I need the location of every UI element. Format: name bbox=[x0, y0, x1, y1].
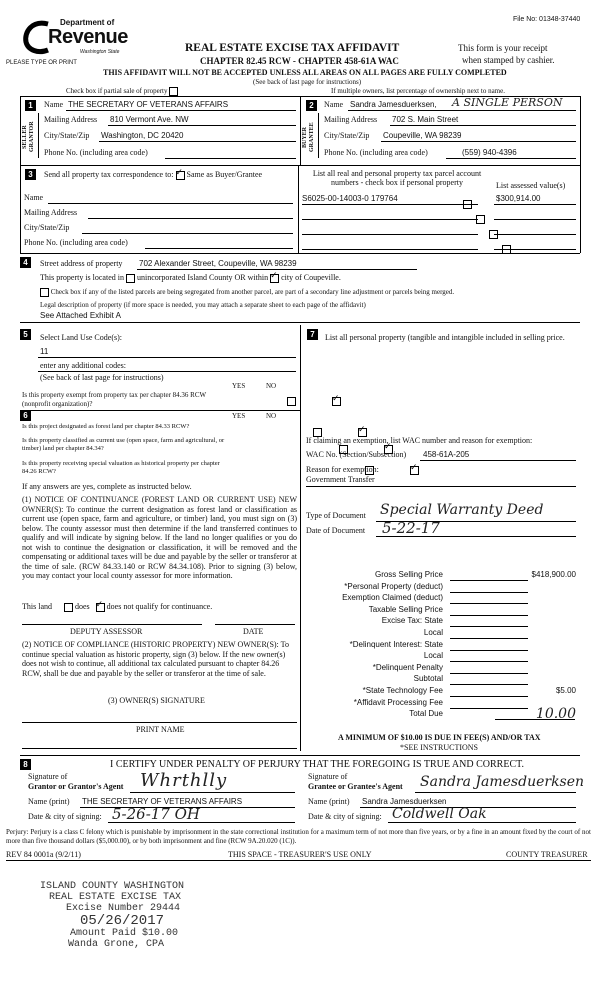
segregated-note: Check box if any of the listed parcels are being segregated from another parcel, are part of a secondary line adjustment or parcels being merged. bbox=[40, 288, 454, 297]
property-location: This property is located in unincorporated Island County OR within ✓ city of Coupeville. bbox=[40, 273, 341, 283]
buyer-name-handwritten: A SINGLE PERSON bbox=[452, 96, 563, 109]
file-number: File No: 01348-37440 bbox=[513, 16, 581, 23]
tax-row-label: Gross Selling Price bbox=[374, 570, 443, 579]
buyer-grantee-label: BUYER GRANTEE bbox=[302, 122, 315, 152]
historic-question: Is this property receiving special valuation as historical property per chapter 84.26 RCW? bbox=[22, 460, 220, 475]
parcel-personal-checkbox-4[interactable] bbox=[502, 245, 511, 254]
exempt-no-checkbox[interactable] bbox=[332, 397, 341, 406]
grantor-date-label: Date & city of signing: bbox=[28, 812, 102, 821]
buyer-phone-label: Phone No. (including area code) bbox=[324, 148, 428, 157]
seller-mail-label: Mailing Address bbox=[44, 115, 98, 124]
buyer-name-label: Name bbox=[324, 100, 344, 109]
logo-sub-text: Washington State bbox=[80, 49, 120, 55]
form-title: REAL ESTATE EXCISE TAX AFFIDAVIT bbox=[185, 42, 400, 54]
historic-no-checkbox[interactable] bbox=[410, 466, 419, 475]
stamp-excise-number: Excise Number 29444 bbox=[66, 903, 181, 914]
parcel-personal-checkbox-3[interactable] bbox=[489, 230, 498, 239]
certify-statement: I CERTIFY UNDER PENALTY OF PERJURY THAT THE FOREGOING IS TRUE AND CORRECT. bbox=[110, 759, 524, 770]
land-qualify-line: This land does ✓ does not qualify for continuance. bbox=[22, 602, 212, 612]
stamp-date: 05/26/2017 bbox=[80, 913, 165, 929]
does-qualify-checkbox[interactable] bbox=[64, 603, 73, 612]
buyer-mail-field[interactable]: 702 S. Main Street bbox=[392, 115, 459, 124]
receipt-note-1: This form is your receipt bbox=[458, 43, 548, 53]
tax-row-label: *Affidavit Processing Fee bbox=[353, 697, 443, 707]
grantor-sig-label-1: Signature of bbox=[28, 772, 68, 781]
seller-city-label: City/State/Zip bbox=[44, 131, 90, 140]
stamp-amount: Amount Paid $10.00 bbox=[70, 928, 179, 939]
historic-notice: (2) NOTICE OF COMPLIANCE (HISTORIC PROPERTY) NEW OWNER(S): To continue special valuation as historic property, sign (3) below. If the new owner(s) does not wish to continue, all additional tax calculated pursuant to chapter 84.26 RCW, shall be due and payable by the seller or transferor at the time of sale. bbox=[22, 640, 289, 678]
minimum-fee-note: A MINIMUM OF $10.00 IS DUE IN FEE(S) AND/OR TAX bbox=[338, 733, 541, 742]
parcel-personal-checkbox-2[interactable] bbox=[476, 215, 485, 224]
section-1-number: 1 bbox=[25, 100, 36, 111]
tax-row-label: *Delinquent Interest: State bbox=[349, 639, 443, 649]
street-field[interactable]: 702 Alexander Street, Coupeville, WA 98239 bbox=[139, 259, 297, 268]
tax-row-label: Excise Tax: State bbox=[381, 616, 443, 626]
sec6-yes-label: YES bbox=[232, 412, 246, 420]
parcel-number-field[interactable]: S6025-00-14003-0 179764 bbox=[302, 194, 398, 203]
tax-row-label: Total Due bbox=[409, 709, 443, 719]
partial-sale-checkbox[interactable] bbox=[169, 87, 178, 96]
additional-codes-label: enter any additional codes: bbox=[40, 361, 126, 370]
segregated-checkbox[interactable] bbox=[40, 288, 49, 297]
continuance-notice: (1) NOTICE OF CONTINUANCE (FOREST LAND OR CURRENT USE) NEW OWNER(S): To continue the current designation as forest land or classification as current use (open space, farm and agriculture, or timber) land, you must sign on (3) below. The county assessor must then determine if the land transferred continues to qualify and will indicate by signing below. If the land no longer qualifies or you do not wish to continue the designation or classification, it will be removed and the compensating or additional taxes will be due and payable by the seller or transferor at the time of sale. (RCW 84.33.140 or RCW 84.34.108). Prior to signing (3) below, you may contact your local county assessor for more information. bbox=[22, 495, 297, 580]
sec3-mail-label: Mailing Address bbox=[24, 208, 78, 217]
tax-row-label: *Personal Property (deduct) bbox=[344, 581, 443, 591]
grantee-sig-label-2: Grantee or Grantee's Agent bbox=[308, 782, 403, 791]
dor-logo bbox=[22, 14, 132, 64]
form-subtitle: CHAPTER 82.45 RCW - CHAPTER 458-61A WAC bbox=[200, 56, 399, 66]
perjury-note: Perjury: Perjury is a class C felony which is punishable by imprisonment in the state correctional institution for a maximum term of not more than five years, or by a fine in an amount fixed by the court of not more than five thousand dollars ($5,000.00), or by both imprisonment and fine (RCW 9A.20.020 (1C)). bbox=[6, 828, 591, 845]
buyer-city-field[interactable]: Coupeville, WA 98239 bbox=[383, 131, 462, 140]
does-not-qualify-checkbox[interactable] bbox=[96, 603, 105, 612]
county-treasurer-label: COUNTY TREASURER bbox=[506, 850, 588, 859]
print-name-label: PRINT NAME bbox=[136, 725, 185, 734]
grantor-sig-label-2: Grantor or Grantor's Agent bbox=[28, 782, 124, 791]
legal-description-label: Legal description of property (if more space is needed, you may attach a separate sheet to each page of the affidavit) bbox=[40, 301, 366, 309]
doc-type-handwritten: Special Warranty Deed bbox=[380, 502, 544, 518]
grantor-print-field[interactable]: THE SECRETARY OF VETERANS AFFAIRS bbox=[82, 797, 243, 806]
grantor-signature[interactable]: Whrthlly bbox=[140, 770, 228, 791]
assessor-date-label: DATE bbox=[243, 627, 264, 636]
if-yes-note: If any answers are yes, complete as instructed below. bbox=[22, 482, 192, 491]
doc-date-handwritten: 5-22-17 bbox=[382, 519, 440, 537]
reason-label: Reason for exemption: bbox=[306, 465, 379, 474]
same-as-buyer-checkbox[interactable] bbox=[176, 171, 185, 180]
grantee-print-field[interactable]: Sandra Jamesduerksen bbox=[362, 797, 447, 806]
parcel-header: List all real and personal property tax parcel account numbers - check box if personal property bbox=[312, 169, 482, 187]
sec6-no-label: NO bbox=[266, 412, 277, 420]
instructions-note: (See back of last page for instructions) bbox=[253, 78, 362, 86]
land-use-label: Select Land Use Code(s): bbox=[40, 333, 122, 342]
sec3-phone-label: Phone No. (including area code) bbox=[24, 238, 128, 247]
stamp-signer: Wanda Grone, CPA bbox=[68, 939, 165, 950]
sec3-city-label: City/State/Zip bbox=[24, 223, 70, 232]
receipt-note-2: when stamped by cashier. bbox=[462, 55, 555, 65]
send-correspondence: Send all property tax correspondence to: ✓ Same as Buyer/Grantee bbox=[44, 170, 262, 180]
stamp-county: ISLAND COUNTY WASHINGTON bbox=[40, 881, 185, 892]
seller-name-field[interactable]: THE SECRETARY OF VETERANS AFFAIRS bbox=[68, 100, 229, 109]
tax-row-label: Taxable Selling Price bbox=[368, 604, 443, 614]
grantee-sig-label-1: Signature of bbox=[308, 772, 348, 781]
see-instructions-note: *SEE INSTRUCTIONS bbox=[400, 743, 479, 752]
sec5-no-label: NO bbox=[266, 382, 277, 390]
seller-grantor-label: SELLER GRANTOR bbox=[22, 121, 35, 153]
tax-row-label: Local bbox=[423, 651, 443, 661]
tax-row-label: *Delinquent Penalty bbox=[372, 662, 443, 672]
rev-number: REV 84 0001a (9/2/11) bbox=[6, 850, 81, 859]
section-6-number: 6 bbox=[20, 410, 31, 421]
land-use-field[interactable]: 11 bbox=[40, 347, 49, 356]
owner-signature-label: (3) OWNER(S) SIGNATURE bbox=[108, 696, 205, 705]
exemption-label: If claiming an exemption, list WAC number and reason for exemption: bbox=[306, 436, 533, 445]
section-4-number: 4 bbox=[20, 257, 31, 268]
tax-row-value[interactable]: 10.00 bbox=[535, 706, 576, 723]
seller-mail-field[interactable]: 810 Vermont Ave. NW bbox=[110, 115, 189, 124]
street-label: Street address of property bbox=[40, 259, 123, 268]
tax-row-label: Local bbox=[423, 628, 443, 637]
see-back-note: (See back of last page for instructions) bbox=[40, 373, 164, 382]
section-7-number: 7 bbox=[307, 329, 318, 340]
tax-row-label: *State Technology Fee bbox=[362, 686, 443, 695]
sec3-name-label: Name bbox=[24, 193, 44, 202]
exempt-question: Is this property exempt from property tax per chapter 84.36 RCW (nonprofit organization)? bbox=[22, 391, 206, 408]
buyer-name-field[interactable]: Sandra Jamesduerksen, bbox=[350, 100, 437, 109]
stamp-tax-type: REAL ESTATE EXCISE TAX bbox=[49, 892, 182, 903]
section-2-number: 2 bbox=[306, 100, 317, 111]
treasurer-space-label: THIS SPACE - TREASURER'S USE ONLY bbox=[228, 850, 372, 859]
personal-property-label: List all personal property (tangible and intangible included in selling price. bbox=[325, 333, 565, 342]
logo-top-text: Department of bbox=[60, 18, 115, 27]
sec5-yes-label: YES bbox=[232, 382, 246, 390]
tax-row-label: Exemption Claimed (deduct) bbox=[342, 593, 443, 603]
doc-date-label: Date of Document bbox=[306, 526, 366, 535]
legal-description-field[interactable]: See Attached Exhibit A bbox=[40, 311, 121, 320]
seller-city-field[interactable]: Washington, DC 20420 bbox=[101, 131, 184, 140]
tax-row-value[interactable]: $418,900.00 bbox=[531, 570, 576, 579]
unincorporated-checkbox[interactable] bbox=[126, 274, 135, 283]
grantee-date-handwritten: Coldwell Oak bbox=[392, 806, 487, 822]
buyer-phone-field[interactable]: (559) 940-4396 bbox=[462, 148, 517, 157]
grantee-print-label: Name (print) bbox=[308, 797, 350, 806]
logo-main-text: Revenue bbox=[48, 26, 128, 48]
buyer-mail-label: Mailing Address bbox=[324, 115, 378, 124]
seller-name-label: Name bbox=[44, 100, 64, 109]
partial-sale-note: Check box if partial sale of property bbox=[66, 87, 178, 96]
forest-land-question: Is this project designated as forest land per chapter 84.33 RCW? bbox=[22, 423, 190, 430]
seller-phone-label: Phone No. (including area code) bbox=[44, 148, 148, 157]
reason-field[interactable]: Government Transfer bbox=[306, 475, 375, 484]
wac-field[interactable]: 458-61A-205 bbox=[423, 450, 470, 459]
multiple-owners-note: If multiple owners, list percentage of ownership next to name. bbox=[331, 87, 505, 95]
wac-label: WAC No. (Section/Subsection) bbox=[306, 450, 407, 459]
warning-text: THIS AFFIDAVIT WILL NOT BE ACCEPTED UNLESS ALL AREAS ON ALL PAGES ARE FULLY COMPLETED bbox=[103, 68, 507, 77]
doc-type-label: Type of Document bbox=[306, 511, 366, 520]
grantee-date-label: Date & city of signing: bbox=[308, 812, 382, 821]
please-type-label: PLEASE TYPE OR PRINT bbox=[6, 60, 77, 66]
assessed-value-field[interactable]: $300,914.00 bbox=[496, 194, 541, 203]
current-use-question: Is this property classified as current use (open space, farm and agricultural, or timber) land per chapter 84.34? bbox=[22, 437, 225, 452]
section-3-number: 3 bbox=[25, 169, 36, 180]
buyer-city-label: City/State/Zip bbox=[324, 131, 370, 140]
section-5-number: 5 bbox=[20, 329, 31, 340]
grantee-signature[interactable]: Sandra Jamesduerksen bbox=[420, 774, 585, 790]
tax-row-label: Subtotal bbox=[413, 674, 443, 684]
grantor-date-handwritten: 5-26-17 OH bbox=[112, 805, 201, 823]
city-checkbox[interactable] bbox=[270, 274, 279, 283]
grantor-print-label: Name (print) bbox=[28, 797, 70, 806]
deputy-assessor-label: DEPUTY ASSESSOR bbox=[70, 627, 143, 636]
tax-row-value[interactable]: $5.00 bbox=[555, 686, 576, 695]
parcel-personal-checkbox-1[interactable] bbox=[463, 200, 472, 209]
exempt-yes-checkbox[interactable] bbox=[287, 397, 296, 406]
section-8-number: 8 bbox=[20, 759, 31, 770]
assessed-header: List assessed value(s) bbox=[496, 181, 566, 190]
